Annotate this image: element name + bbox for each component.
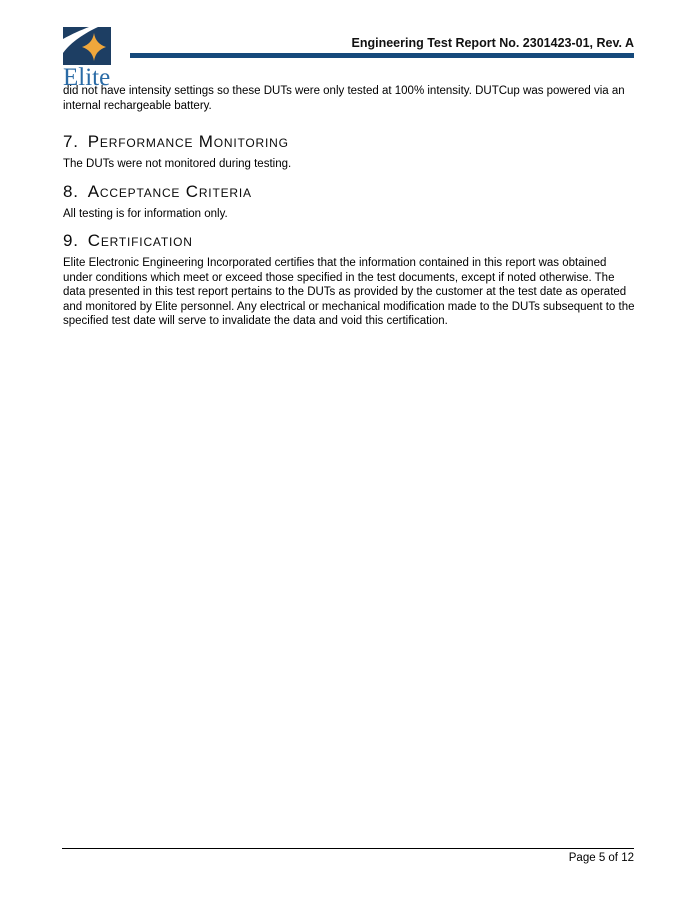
section-body-performance-monitoring: The DUTs were not monitored during testing. <box>63 158 292 170</box>
intro-paragraph: did not have intensity settings so these DUTs were only tested at 100% intensity. DUTCup was powered via an internal rechargeable battery. <box>63 85 625 112</box>
header-rule <box>130 53 634 58</box>
page-content <box>63 84 637 329</box>
section-number: 9. <box>63 231 79 250</box>
section-number: 7. <box>63 132 79 151</box>
section-title: Performance Monitoring <box>87 132 289 151</box>
report-title: Engineering Test Report No. 2301423-01, Rev. A <box>351 36 634 50</box>
section-heading-certification <box>63 231 637 251</box>
section-body-acceptance-criteria: All testing is for information only. <box>63 207 228 220</box>
logo-wordmark: Elite <box>63 64 111 91</box>
section-title: Acceptance Criteria <box>87 181 252 201</box>
elite-logo <box>63 27 121 91</box>
footer-rule <box>62 848 634 849</box>
section-heading-acceptance-criteria <box>63 182 637 202</box>
section-heading-performance-monitoring <box>63 132 637 152</box>
section-body-certification: Elite Electronic Engineering Incorporated certifies that the information contained in this report was obtained under conditions which meet or exceed those specified in the test documents, except if noted otherwise. The data presented in this test report pertains to the DUTs as provided by the customer at the test date as operated and monitored by Elite personnel. Any electrical or mechanical modification made to the DUTs subsequent to the specified test date will serve to invalidate the data and void this certification. <box>63 257 635 327</box>
page-number-label: Page 5 of 12 <box>568 852 634 864</box>
section-number: 8. <box>63 181 79 201</box>
section-title: Certification <box>87 231 193 250</box>
logo-square-icon <box>63 27 111 68</box>
